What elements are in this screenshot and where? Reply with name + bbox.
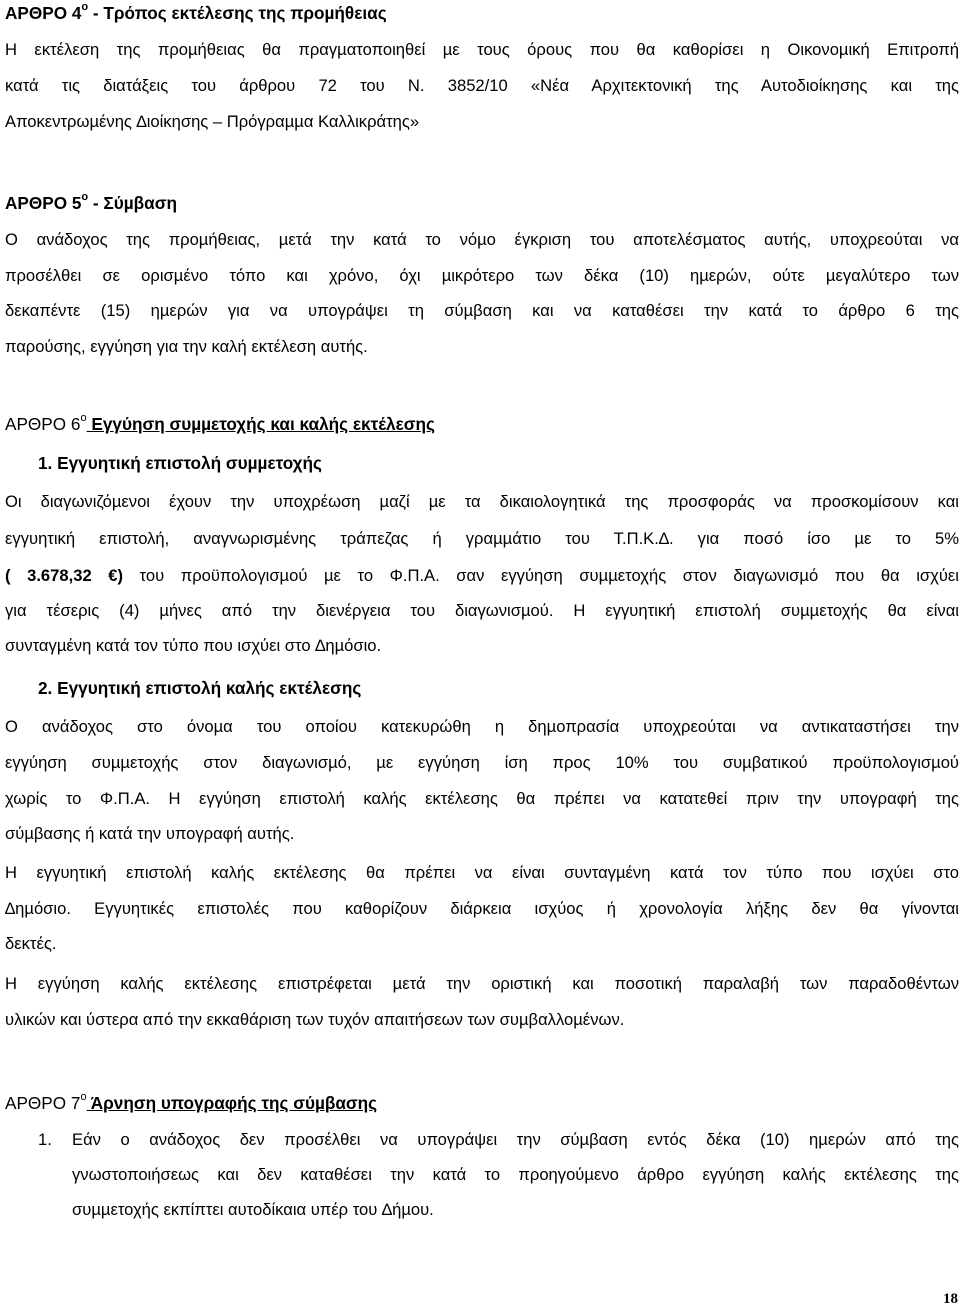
article-6-subheading-2: 2. Εγγυητική επιστολή καλής εκτέλεσης bbox=[38, 678, 362, 698]
article-6-p3-line-1: Η εγγυητική επιστολή καλής εκτέλεσης θα πρέπει να είναι συνταγµένη κατά τον τύπο που ισχύει στο bbox=[5, 863, 959, 882]
article-4-heading: ΑΡΘΡΟ $4^o$ - Τρόπος εκτέλεσης της προµήθειας bbox=[5, 1, 387, 23]
article-6-p1-line-2: εγγυητική επιστολή, αναγνωρισµένης τράπεζας ή γραµµάτιο του Τ.Π.Κ.∆. για ποσό ίσο µε το 5% bbox=[5, 529, 959, 548]
article-5-line-4: παρούσης, εγγύηση για την καλή εκτέλεση αυτής. bbox=[5, 337, 368, 356]
article-6-p4-line-2: υλικών και ύστερα από την εκκαθάριση των τυχόν απαιτήσεων των συµβαλλοµένων. bbox=[5, 1010, 625, 1029]
article-6-p2-line-4: σύµβασης ή κατά την υπογραφή αυτής. bbox=[5, 824, 295, 843]
article-5-line-3: δεκαπέντε (15) ηµερών για να υπογράψει τη σύµβαση και να καταθέσει την κατά το άρθρο 6 της bbox=[5, 301, 959, 320]
page-number: 18 bbox=[943, 1291, 958, 1307]
article-6-p3-line-3: δεκτές. bbox=[5, 934, 57, 953]
guarantee-amount: ( 3.678,32 €) bbox=[5, 566, 123, 585]
article-7-item-line-3: συµµετοχής εκπίπτει αυτοδίκαια υπέρ του ∆ήµου. bbox=[72, 1200, 434, 1219]
article-6-p4-line-1: Η εγγύηση καλής εκτέλεσης επιστρέφεται µετά την οριστική και ποσοτική παραλαβή των παραδοθέντων bbox=[5, 974, 959, 993]
article-4-line-2: κατά τις διατάξεις του άρθρου 72 του Ν. 3852/10 «Νέα Αρχιτεκτονική της Αυτοδιοίκησης και της bbox=[5, 76, 959, 95]
article-4-line-1: Η εκτέλεση της προµήθειας θα πραγµατοποιηθεί µε τους όρους που θα καθορίσει η Οικονοµική Επιτροπή bbox=[5, 40, 959, 59]
article-6-subheading-1: 1. Εγγυητική επιστολή συµµετοχής bbox=[38, 453, 322, 473]
article-6-heading: ΑΡΘΡΟ $6^o$ Εγγύηση συµµετοχής και καλής εκτέλεσης bbox=[5, 412, 435, 434]
article-6-p1-line-3: ( 3.678,32 €) του προϋπολογισµού µε το Φ.Π.Α. σαν εγγύηση συµµετοχής στον διαγωνισµό που θα ισχύει bbox=[5, 566, 959, 585]
article-6-p1-line-5: συνταγµένη κατά τον τύπο που ισχύει στο ∆ηµόσιο. bbox=[5, 636, 382, 655]
article-6-p2-line-3: χωρίς το Φ.Π.Α. Η εγγύηση επιστολή καλής εκτέλεσης θα πρέπει να κατατεθεί πριν την υπογραφή της bbox=[5, 789, 959, 808]
article-6-p2-line-2: εγγύηση συµµετοχής στον διαγωνισµό, µε εγγύηση ίση προς 10% του συµβατικού προϋπολογισµού bbox=[5, 753, 959, 772]
article-5-heading: ΑΡΘΡΟ $5^o$ - Σύµβαση bbox=[5, 191, 177, 213]
article-6-p1-line-4: για τέσερις (4) µήνες από την διενέργεια του διαγωνισµού. Η εγγυητική επιστολή συµµετοχής θα είναι bbox=[5, 601, 959, 620]
article-7-item-line-2: γνωστοποιήσεως και δεν καταθέσει την κατά το προηγούµενο άρθρο εγγύηση καλής εκτέλεσης της bbox=[72, 1165, 959, 1184]
article-7-item-line-1: Εάν ο ανάδοχος δεν προσέλθει να υπογράψει την σύµβαση εντός δέκα (10) ηµερών από της bbox=[72, 1130, 959, 1149]
article-6-p2-line-1: Ο ανάδοχος στο όνοµα του οποίου κατεκυρώθη η δηµοπρασία υποχρεούται να αντικαταστήσει την bbox=[5, 717, 959, 736]
article-7-heading: ΑΡΘΡΟ $7^o$ Άρνηση υπογραφής της σύµβασης bbox=[5, 1091, 378, 1113]
article-7-item-number: 1. bbox=[38, 1130, 52, 1149]
article-5-line-2: προσέλθει σε ορισµένο τόπο και χρόνο, όχι µικρότερο των δέκα (10) ηµερών, ούτε µεγαλύτερο των bbox=[5, 266, 959, 285]
article-4-line-3: Αποκεντρωµένης ∆ιοίκησης – Πρόγραµµα Καλλικράτης» bbox=[5, 112, 420, 131]
article-6-p3-line-2: ∆ηµόσιο. Εγγυητικές επιστολές που καθορίζουν διάρκεια ισχύος ή χρονολογία λήξης δεν θα γίνονται bbox=[5, 899, 959, 918]
article-6-p1-line-1: Οι διαγωνιζόµενοι έχουν την υποχρέωση µαζί µε τα δικαιολογητικά της προσφοράς να προσκοµίσουν και bbox=[5, 492, 959, 511]
article-5-line-1: Ο ανάδοχος της προµήθειας, µετά την κατά το νόµο έγκριση του αποτελέσµατος αυτής, υποχρεούται να bbox=[5, 230, 959, 249]
